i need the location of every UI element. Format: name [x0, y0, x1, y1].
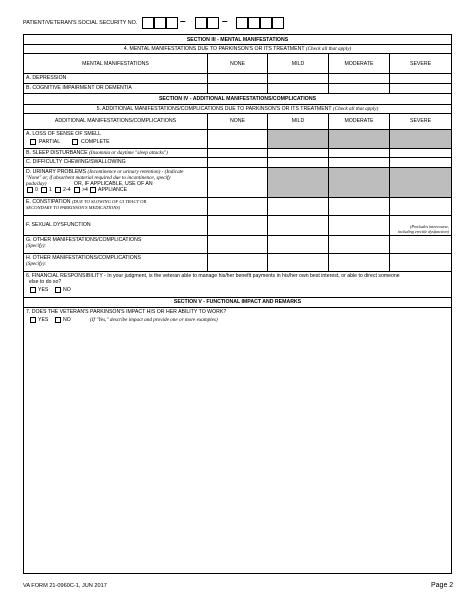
page-number: Page 2: [431, 582, 454, 589]
row-smell: [24, 129, 208, 148]
constipation-note-2: SECONDARY TO PARKINSON'S MEDICATIONS): [26, 204, 121, 210]
question-7: [24, 307, 452, 573]
q7-yes-label: YES: [38, 317, 49, 324]
urinary-note-3: pads/day): [26, 181, 47, 188]
row-other-h: [24, 253, 208, 271]
q7-no-label: NO: [63, 317, 71, 324]
other-g-label: G. OTHER MANIFESTATIONS/COMPLICATIONS: [26, 236, 142, 243]
q7-remarks-area[interactable]: [26, 325, 449, 565]
ssn-dash-2: –: [222, 16, 228, 27]
smell-mild-disabled: [268, 129, 329, 148]
sleep-mild[interactable]: [268, 149, 329, 158]
q6-yes-label: YES: [38, 287, 49, 294]
other-g-specify: (Specify):: [26, 242, 47, 249]
urinary-none[interactable]: [208, 167, 268, 197]
additional-col-label: ADDITIONAL MANIFESTATIONS/COMPLICATIONS: [24, 113, 208, 129]
sleep-note: (Insomnia or daytime "sleep attacks"): [89, 150, 168, 157]
urinary-severe-disabled: [390, 167, 452, 197]
row-other-g: [24, 235, 208, 253]
ssn-digit-9[interactable]: [272, 17, 284, 29]
row-urinary: [24, 167, 208, 197]
urinary-1-checkbox[interactable]: [41, 187, 47, 193]
ssn-digit-8[interactable]: [260, 17, 272, 29]
other-h-mild[interactable]: [268, 253, 329, 271]
smell-partial-checkbox[interactable]: [30, 139, 36, 145]
row-depression-label: A. DEPRESSION: [24, 74, 208, 84]
form-id: VA FORM 21-0960C-1, JUN 2017: [23, 583, 107, 589]
question-6: [24, 271, 452, 297]
cognitive-moderate[interactable]: [329, 84, 390, 94]
row-constipation: [24, 197, 208, 215]
question-5-text: 5. ADDITIONAL MANIFESTATIONS/COMPLICATIONS DUE TO PARKINSON'S OR ITS TREATMENT: [96, 105, 332, 112]
urinary-note-1: (Incontinence or urinary retention) - (Indicate: [87, 168, 184, 175]
other-h-label: H. OTHER MANIFESTATIONS/COMPLICATIONS: [26, 254, 141, 261]
urinary-2-4-checkbox[interactable]: [55, 187, 61, 193]
col-none-2: NONE: [208, 113, 268, 129]
q7-label: 7. DOES THE VETERAN'S PARKINSON'S IMPACT HIS OR HER ABILITY TO WORK?: [26, 308, 227, 315]
q6-label: 6. FINANCIAL RESPONSIBILITY: [26, 272, 103, 279]
urinary-2-4-label: 2-4: [63, 187, 71, 194]
sexual-severe-note-1: (Precludes intercourse,: [410, 223, 450, 229]
smell-severe-disabled: [390, 129, 452, 148]
sexual-moderate[interactable]: [329, 215, 390, 235]
chewing-moderate[interactable]: [329, 158, 390, 167]
other-h-severe[interactable]: [390, 253, 452, 271]
urinary-note-2: "None" or, if absorbent material required due to incontinence, specify: [26, 174, 171, 181]
other-h-specify: (Specify):: [26, 260, 47, 267]
smell-none[interactable]: [208, 129, 268, 148]
q6-no-label: NO: [63, 287, 71, 294]
col-severe-2: SEVERE: [390, 113, 452, 129]
urinary-moderate-disabled: [329, 167, 390, 197]
constipation-severe[interactable]: [390, 197, 452, 215]
q7-instruction: (If "Yes," describe impact and provide one or more examples): [90, 317, 218, 324]
question-4-text: 4. MENTAL MANIFESTATIONS DUE TO PARKINSON'S OR ITS TREATMENT: [123, 46, 305, 53]
col-mild-2: MILD: [268, 113, 329, 129]
ssn-digit-3[interactable]: [166, 17, 178, 29]
q7-no-checkbox[interactable]: [55, 317, 61, 323]
col-moderate: MODERATE: [329, 54, 390, 74]
sexual-severe-note-2: including erectile dysfunction): [398, 228, 450, 234]
col-severe: SEVERE: [390, 54, 452, 74]
smell-partial-label: PARTIAL: [39, 139, 61, 146]
urinary-or-text: OR, IF APPLICABLE, USE OF AN: [73, 181, 153, 188]
section-5-title: SECTION V - FUNCTIONAL IMPACT AND REMARKS: [24, 297, 452, 307]
row-chewing-label: C. DIFFICULTY CHEWING/SWALLOWING: [24, 158, 208, 167]
depression-moderate[interactable]: [329, 74, 390, 84]
ssn-digit-4[interactable]: [195, 17, 207, 29]
ssn-digit-1[interactable]: [142, 17, 154, 29]
sexual-mild[interactable]: [268, 215, 329, 235]
sleep-moderate[interactable]: [329, 149, 390, 158]
q6-text-1: - In your judgment, is the veteran able to manage his/her benefit payments in his/her own best interest, or able to direct someone: [102, 272, 400, 279]
depression-severe[interactable]: [390, 74, 452, 84]
smell-label: A. LOSS OF SENSE OF SMELL: [26, 130, 101, 137]
col-moderate-2: MODERATE: [329, 113, 390, 129]
section-4-title: SECTION IV - ADDITIONAL MANIFESTATIONS/COMPLICATIONS: [24, 94, 452, 104]
cognitive-severe[interactable]: [390, 84, 452, 94]
chewing-mild[interactable]: [268, 158, 329, 167]
question-5-title: [24, 104, 452, 113]
question-4-title: [24, 45, 452, 54]
chewing-none[interactable]: [208, 158, 268, 167]
depression-mild[interactable]: [268, 74, 329, 84]
urinary-gt4-checkbox[interactable]: [74, 187, 80, 193]
ssn-digit-6[interactable]: [236, 17, 248, 29]
ssn-label: PATIENT/VETERAN'S SOCIAL SECURITY NO.: [23, 20, 138, 26]
sexual-none[interactable]: [208, 215, 268, 235]
other-h-none[interactable]: [208, 253, 268, 271]
constipation-mild[interactable]: [268, 197, 329, 215]
constipation-label: E. CONSTIPATION: [26, 198, 71, 205]
urinary-0-label: 0: [35, 187, 38, 194]
cognitive-mild[interactable]: [268, 84, 329, 94]
ssn-dash-1: –: [180, 16, 186, 27]
sleep-label: B. SLEEP DISTURBANCE: [26, 150, 88, 157]
col-none: NONE: [208, 54, 268, 74]
row-sleep: [24, 149, 208, 158]
constipation-note-1: (DUE TO SLOWING OF GI TRACT OR: [71, 198, 147, 204]
smell-moderate-disabled: [329, 129, 390, 148]
other-g-none[interactable]: [208, 235, 268, 253]
sleep-severe[interactable]: [390, 149, 452, 158]
urinary-appliance-label: APPLIANCE: [98, 187, 128, 194]
smell-complete-label: COMPLETE: [81, 139, 110, 146]
question-4-note: (Check all that apply): [305, 46, 352, 53]
depression-none[interactable]: [208, 74, 268, 84]
other-g-severe[interactable]: [390, 235, 452, 253]
q7-yes-checkbox[interactable]: [30, 317, 36, 323]
row-sexual-label: F. SEXUAL DYSFUNCTION: [24, 215, 208, 235]
urinary-appliance-checkbox[interactable]: [90, 187, 96, 193]
urinary-gt4-label: >4: [82, 187, 88, 194]
form-table: [23, 34, 452, 574]
q6-no-checkbox[interactable]: [55, 287, 61, 293]
constipation-moderate[interactable]: [329, 197, 390, 215]
chewing-severe[interactable]: [390, 158, 452, 167]
constipation-none[interactable]: [208, 197, 268, 215]
other-g-mild[interactable]: [268, 235, 329, 253]
urinary-0-checkbox[interactable]: [27, 187, 33, 193]
ssn-digit-5[interactable]: [207, 17, 219, 29]
ssn-digit-7[interactable]: [248, 17, 260, 29]
mental-col-label: MENTAL MANIFESTATIONS: [24, 54, 208, 74]
col-mild: MILD: [268, 54, 329, 74]
q6-text-2: else to do so?: [29, 278, 62, 285]
smell-complete-checkbox[interactable]: [72, 139, 78, 145]
row-cognitive-label: B. COGNITIVE IMPAIRMENT OR DEMENTIA: [24, 84, 208, 94]
other-g-moderate[interactable]: [329, 235, 390, 253]
sexual-severe[interactable]: [390, 215, 452, 235]
sleep-none[interactable]: [208, 149, 268, 158]
urinary-mild-disabled: [268, 167, 329, 197]
other-h-moderate[interactable]: [329, 253, 390, 271]
ssn-digit-2[interactable]: [154, 17, 166, 29]
cognitive-none[interactable]: [208, 84, 268, 94]
section-3-title: SECTION III - MENTAL MANIFESTATIONS: [24, 35, 452, 45]
urinary-label: D. URINARY PROBLEMS: [26, 168, 87, 175]
q6-yes-checkbox[interactable]: [30, 287, 36, 293]
urinary-1-label: 1: [49, 187, 52, 194]
question-5-note: (Check all that apply): [332, 105, 379, 112]
